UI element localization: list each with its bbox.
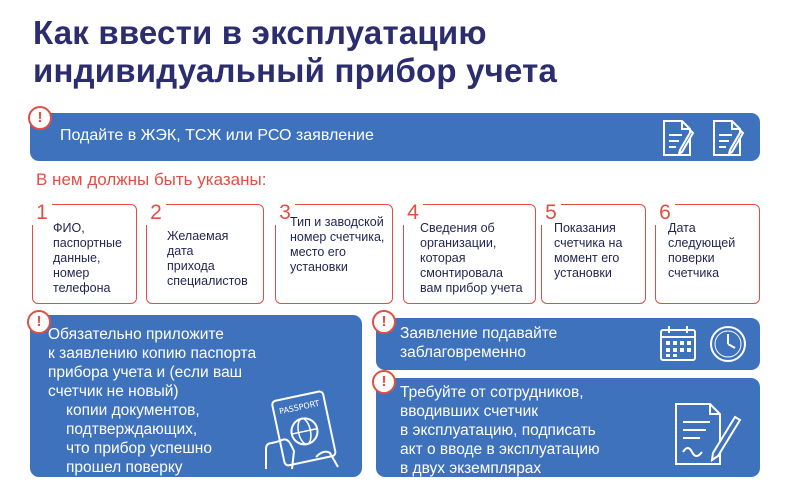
item-line: телефона: [53, 281, 111, 295]
note-line: Заявление подавайте: [400, 325, 558, 342]
item-line: момент его: [554, 251, 620, 265]
item-line: смонтировала: [420, 266, 504, 280]
item-line: дата: [167, 244, 194, 258]
item-line: Желаемая: [167, 229, 229, 243]
clock-icon: [708, 324, 748, 364]
note-line: счетчик не новый): [48, 383, 179, 400]
note-line: к заявлению копию паспорта: [48, 345, 257, 362]
note-line: вводивших счетчик: [400, 403, 539, 420]
item-card-3: [275, 201, 393, 304]
item-line: установки: [554, 266, 612, 280]
item-line: вам прибор учета: [420, 281, 523, 295]
exclamation-icon: !: [27, 310, 51, 334]
passport-label: PASSPORT: [278, 398, 321, 417]
item-line: Показания: [554, 221, 616, 235]
item-number: 6: [655, 201, 675, 225]
item-line: Дата: [668, 221, 696, 235]
item-number: 1: [32, 201, 52, 225]
subheading: В нем должны быть указаны:: [36, 170, 267, 189]
item-card-1: [32, 201, 137, 304]
exclamation-icon: !: [372, 370, 396, 394]
item-line: которая: [420, 251, 466, 265]
note-line: прибора учета и (если ваш: [48, 364, 243, 381]
item-line: место его: [290, 245, 346, 259]
item-number: 5: [541, 201, 561, 225]
item-card-6: [655, 201, 760, 304]
document-pen-icon: [710, 118, 746, 158]
note-line: в эксплуатацию, подписать: [400, 422, 596, 439]
banner-icons: [660, 118, 746, 158]
page-title: [33, 14, 557, 90]
note-line: копии документов,: [66, 402, 200, 419]
item-line: счетчика: [668, 266, 720, 280]
item-line: паспортные: [53, 236, 122, 250]
calendar-icon: [658, 324, 698, 364]
attach-passport-note: [30, 315, 362, 477]
exclamation-icon: !: [372, 310, 396, 334]
item-line: Тип и заводской: [290, 215, 384, 229]
item-card-4: [403, 201, 536, 304]
note-line: Обязательно приложите: [48, 326, 224, 343]
item-line: номер счетчика,: [290, 230, 385, 244]
item-card-5: [541, 201, 646, 304]
item-line: установки: [290, 260, 348, 274]
title-line-1: Как ввести в эксплуатацию: [33, 14, 487, 51]
item-line: организации,: [420, 236, 497, 250]
item-line: поверки: [668, 251, 715, 265]
item-line: номер: [53, 266, 90, 280]
note-line: что прибор успешно: [66, 440, 212, 457]
item-card-2: [146, 201, 264, 304]
note-line: Требуйте от сотрудников,: [400, 384, 584, 401]
item-line: Сведения об: [420, 221, 495, 235]
note-line: в двух экземплярах: [400, 460, 542, 477]
note-line: прошел поверку: [66, 459, 183, 476]
note-line: акт о вводе в эксплуатацию: [400, 441, 600, 458]
item-line: данные,: [53, 251, 101, 265]
note-line: заблаговременно: [400, 344, 526, 361]
banner-text: Подайте в ЖЭК, ТСЖ или РСО заявление: [60, 127, 374, 144]
apply-early-note: [376, 318, 760, 370]
item-line: специалистов: [167, 274, 248, 288]
application-banner: [30, 113, 760, 161]
title-line-2: индивидуальный прибор учета: [33, 52, 558, 89]
document-pen-icon: [660, 118, 696, 158]
require-act-note: [376, 378, 760, 477]
item-line: следующей: [668, 236, 736, 250]
document-signing-icon: [670, 400, 746, 470]
item-line: прихода: [167, 259, 215, 273]
item-number: 3: [275, 201, 295, 225]
item-line: ФИО,: [53, 221, 85, 235]
note-line: подтверждающих,: [66, 421, 198, 438]
exclamation-icon: !: [28, 106, 52, 130]
item-number: 2: [146, 201, 166, 225]
item-line: счетчика на: [554, 236, 623, 250]
passport-icon: [258, 387, 354, 471]
item-number: 4: [403, 201, 423, 225]
